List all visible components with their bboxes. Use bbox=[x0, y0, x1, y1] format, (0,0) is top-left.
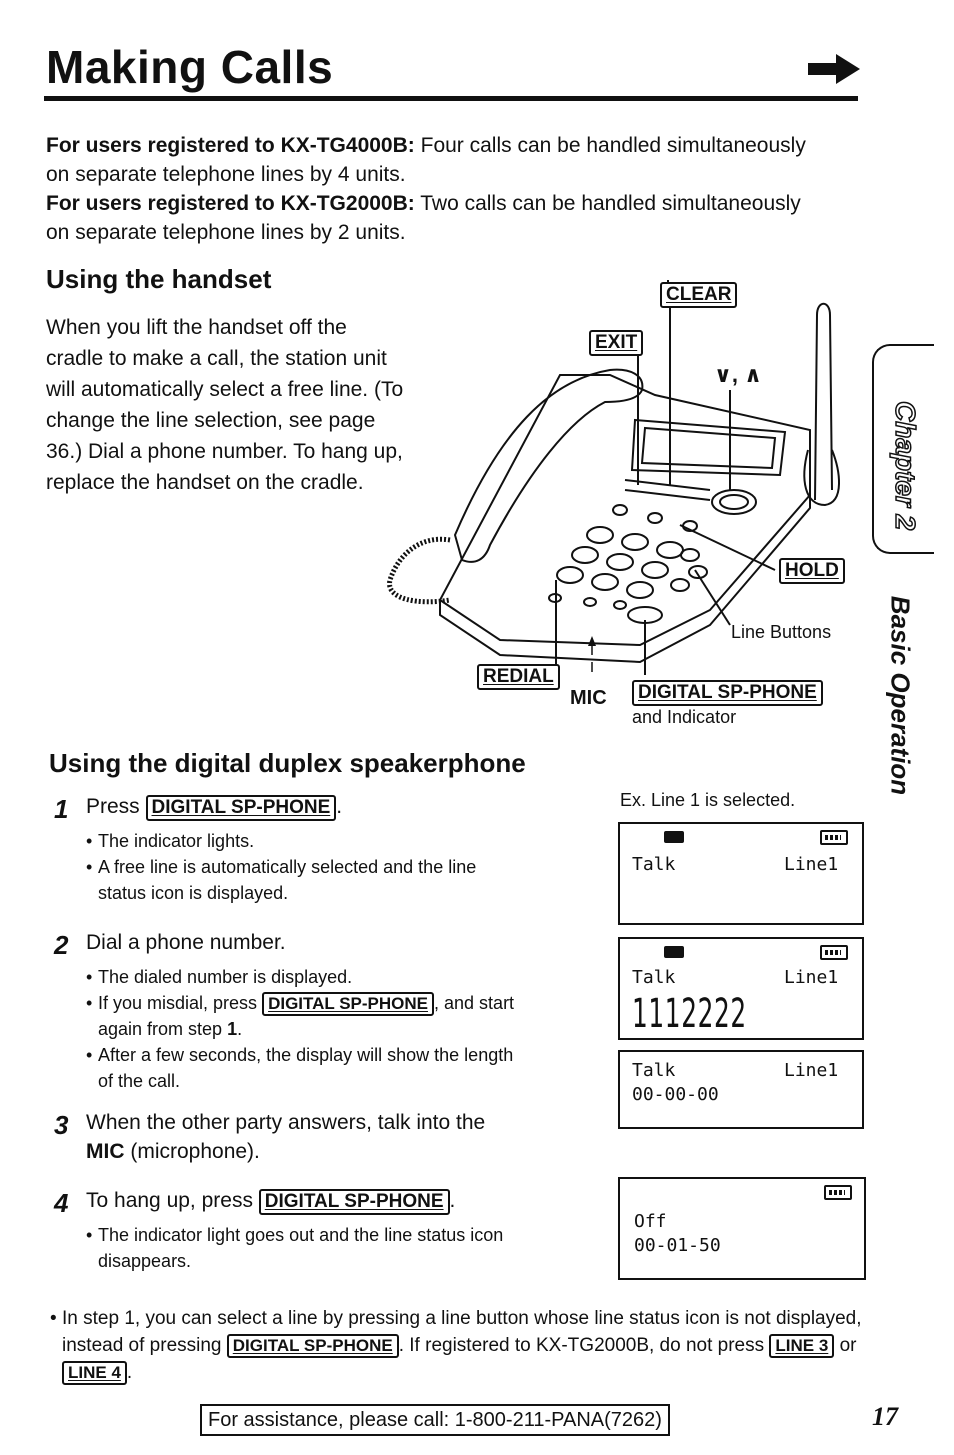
note-pre: In step 1, you can select a line by pressing a line button whose line status icon is not displayed, instead of pressing bbox=[62, 1308, 862, 1356]
step-2-key: DIGITAL SP-PHONE bbox=[262, 992, 434, 1016]
note-key-line4: LINE 4 bbox=[62, 1361, 127, 1385]
step-2-bullet-2 bbox=[86, 990, 526, 1042]
lcd-3-right: Line1 bbox=[784, 1060, 839, 1081]
step-3-text-bold: MIC bbox=[86, 1140, 125, 1163]
step-1-text-post: . bbox=[336, 795, 343, 818]
battery-icon bbox=[820, 830, 848, 845]
note-end: . bbox=[126, 1362, 133, 1383]
battery-icon bbox=[824, 1185, 852, 1200]
intro-2000b-bold: For users registered to KX-TG2000B: bbox=[46, 192, 415, 215]
intro-paragraph-2000b bbox=[46, 189, 806, 247]
lcd-display-3 bbox=[618, 1050, 864, 1129]
step-2-bullet-3: • After a few seconds, the display will show the length of the call. bbox=[86, 1042, 526, 1094]
note-mid: . If registered to KX-TG2000B, do not press bbox=[398, 1335, 770, 1356]
title-rule bbox=[44, 96, 858, 101]
step-1-text bbox=[86, 792, 342, 821]
handset-heading: Using the handset bbox=[46, 264, 272, 294]
intro-paragraph-4000b bbox=[46, 131, 806, 189]
step-4-bullet-1: • The indicator light goes out and the line status icon disappears. bbox=[86, 1222, 506, 1274]
lcd-display-1 bbox=[618, 822, 864, 925]
redial-key-label: REDIAL bbox=[477, 664, 560, 690]
lcd-4-timer: 00-01-50 bbox=[634, 1235, 721, 1256]
step-1-number: 1 bbox=[54, 794, 69, 824]
section-label: Basic Operation bbox=[885, 595, 916, 796]
assistance-box: For assistance, please call: 1-800-211-PANA(7262) bbox=[200, 1404, 670, 1436]
note-bullet bbox=[50, 1305, 870, 1386]
step-2-bullet-2-pre: If you misdial, press bbox=[98, 993, 263, 1013]
step-1-text-pre: Press bbox=[86, 795, 146, 818]
lcd-2-left: Talk bbox=[632, 967, 676, 988]
speakerphone-heading: Using the digital duplex speakerphone bbox=[49, 748, 526, 778]
step-4-number: 4 bbox=[54, 1188, 69, 1218]
note-or: or bbox=[834, 1335, 857, 1356]
lcd-2-right: Line1 bbox=[784, 967, 839, 988]
hold-key-label: HOLD bbox=[779, 558, 845, 584]
step-4-text-pre: To hang up, press bbox=[86, 1189, 259, 1212]
step-2-bullets bbox=[86, 964, 526, 1094]
step-3-text-pre: When the other party answers, talk into the bbox=[86, 1111, 486, 1134]
step-4-text-post: . bbox=[449, 1189, 456, 1212]
lcd-4-left: Off bbox=[634, 1211, 667, 1232]
step-4-text bbox=[86, 1186, 455, 1215]
line-buttons-label: Line Buttons bbox=[731, 622, 832, 642]
nav-keys-label: ∨, ∧ bbox=[714, 362, 762, 387]
step-4-bullets bbox=[86, 1222, 506, 1274]
step-2-bullet-2-end: . bbox=[237, 1019, 243, 1039]
digital-sp-phone-key-label: DIGITAL SP-PHONE bbox=[632, 680, 823, 706]
continue-arrow-icon bbox=[808, 54, 860, 84]
step-3-text bbox=[86, 1108, 526, 1166]
step-1-bullet-2: • A free line is automatically selected and the line status icon is displayed. bbox=[86, 854, 496, 906]
exit-key-label: EXIT bbox=[589, 330, 643, 356]
note-key-line3: LINE 3 bbox=[769, 1334, 834, 1358]
step-2-bullet-2-step: 1 bbox=[227, 1019, 238, 1039]
lcd-3-left: Talk bbox=[632, 1060, 676, 1081]
page-number: 17 bbox=[872, 1402, 898, 1431]
intro-4000b-text: Four calls can be handled simultaneously on separate telephone lines by 4 units. bbox=[46, 134, 806, 186]
and-indicator-label: and Indicator bbox=[632, 707, 737, 727]
step-2-bullet-1: • The dialed number is displayed. bbox=[86, 964, 526, 990]
lcd-1-right: Line1 bbox=[784, 854, 839, 875]
clear-key-label: CLEAR bbox=[660, 282, 737, 308]
note-key-sp: DIGITAL SP-PHONE bbox=[227, 1334, 399, 1358]
lcd-1-left: Talk bbox=[632, 854, 676, 875]
chapter-tab-label: Chapter 2 bbox=[890, 401, 921, 531]
step-1-bullets bbox=[86, 828, 496, 906]
step-1-key: DIGITAL SP-PHONE bbox=[146, 795, 337, 821]
step-1-bullet-1: • The indicator lights. bbox=[86, 828, 496, 854]
step-2-number: 2 bbox=[54, 930, 69, 960]
step-4-key: DIGITAL SP-PHONE bbox=[259, 1189, 450, 1215]
line-status-icon bbox=[664, 946, 684, 958]
step-2-bullet-2-post: , and start again from step bbox=[98, 993, 515, 1039]
page-title: Making Calls bbox=[46, 41, 334, 93]
intro-2000b-text: Two calls can be handled simultaneously on separate telephone lines by 2 units. bbox=[46, 192, 801, 244]
line-status-icon bbox=[664, 831, 684, 843]
example-label: Ex. Line 1 is selected. bbox=[620, 790, 796, 810]
step-3-text-post: (microphone). bbox=[124, 1140, 260, 1163]
lcd-display-2 bbox=[618, 937, 864, 1040]
lcd-3-timer: 00-00-00 bbox=[632, 1084, 719, 1105]
battery-icon bbox=[820, 945, 848, 960]
mic-label: MIC bbox=[570, 687, 607, 709]
lcd-2-dialed-number: 1112222 bbox=[632, 991, 747, 1037]
intro-4000b-bold: For users registered to KX-TG4000B: bbox=[46, 134, 415, 157]
step-2-text: Dial a phone number. bbox=[86, 931, 286, 954]
note-paragraph bbox=[50, 1305, 870, 1386]
handset-body: When you lift the handset off the cradle to make a call, the station unit will automatically select a free line. (To change the line selection, see page 36.) Dial a phone number. To hang up, replace the handset on the cradle. bbox=[46, 316, 404, 494]
lcd-display-4 bbox=[618, 1177, 866, 1280]
step-3-number: 3 bbox=[54, 1110, 69, 1140]
